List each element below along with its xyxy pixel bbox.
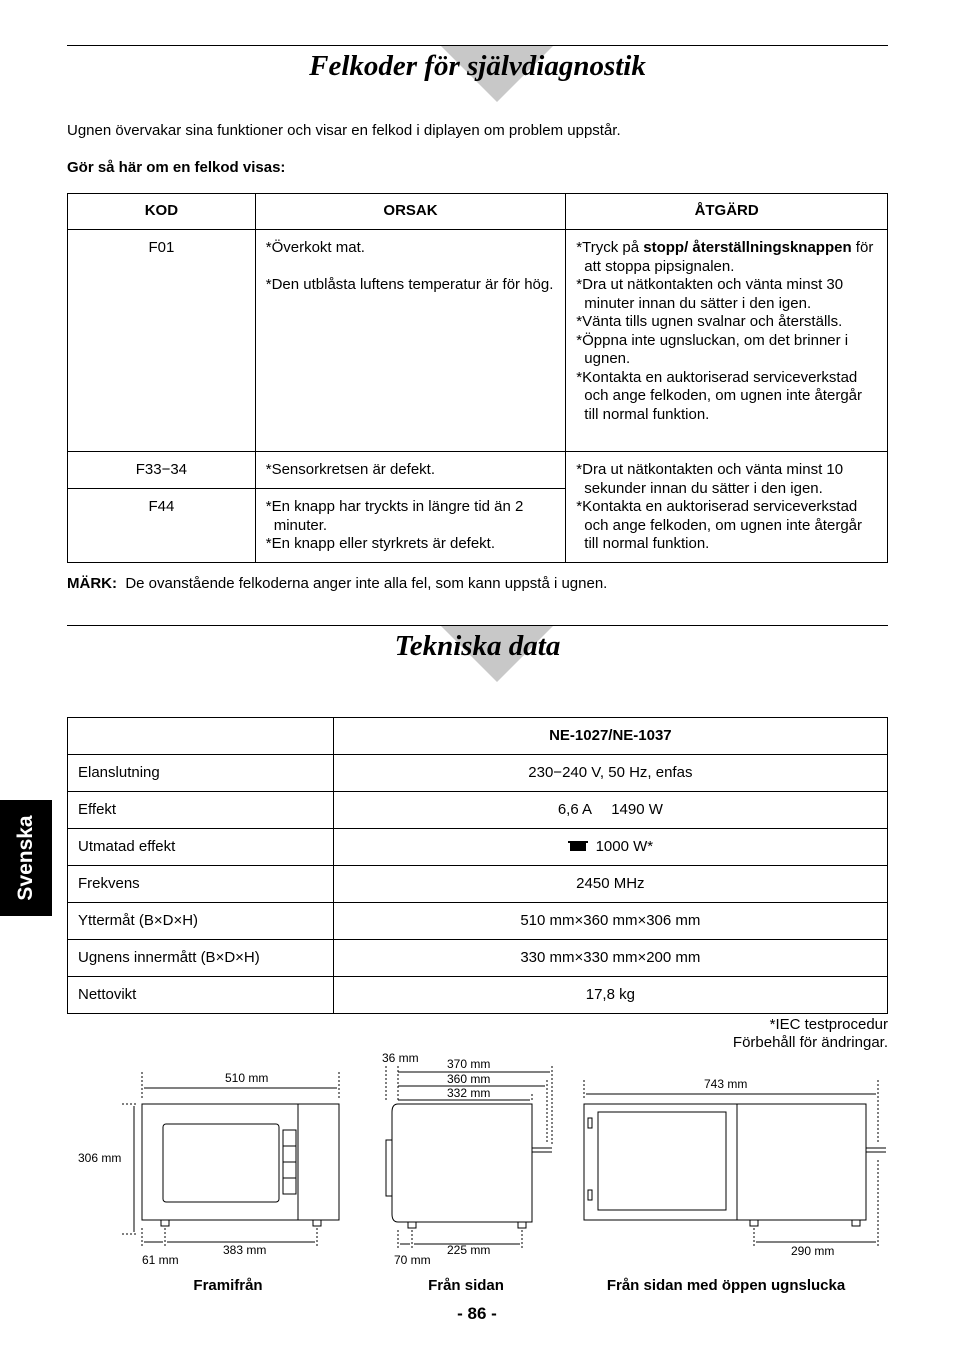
code-cell: F44 — [68, 489, 256, 563]
open-door-view-drawing — [584, 1080, 886, 1248]
spec-value: 1000 W* — [595, 837, 654, 855]
caption-side: Från sidan — [428, 1277, 504, 1294]
footnote-changes: Förbehåll för ändringar. — [732, 1034, 888, 1051]
note — [67, 575, 607, 592]
model-header: NE-1027/NE-1037 — [333, 718, 887, 755]
spec-label: Utmatad effekt — [68, 829, 334, 866]
language-side-tab — [0, 800, 52, 916]
action-text — [576, 239, 877, 276]
table-row — [68, 940, 888, 977]
table-row — [68, 792, 888, 829]
table-header-row — [68, 194, 888, 230]
table-row — [68, 977, 888, 1014]
spec-label: Nettovikt — [68, 977, 334, 1014]
action-text: *Vänta tills ugnen svalnar och återställs. — [576, 313, 843, 330]
open-depth-label: 290 mm — [791, 1244, 835, 1258]
code-cell: F01 — [68, 230, 256, 452]
side-d2-label: 370 mm — [447, 1057, 491, 1071]
table-row — [68, 829, 888, 866]
header-kod: KOD — [68, 194, 256, 230]
side-d3-label: 360 mm — [447, 1072, 491, 1086]
header-atgard: ÅTGÄRD — [566, 194, 888, 230]
action-text: *Öppna inte ugnsluckan, om det brinner i ugnen. — [576, 331, 849, 367]
side-d6-label: 70 mm — [394, 1253, 431, 1267]
side-d5-label: 225 mm — [447, 1243, 491, 1257]
table-row — [68, 866, 888, 903]
technical-data-table — [67, 717, 888, 1014]
action-cell — [566, 230, 888, 452]
table-row — [68, 755, 888, 792]
table-row — [68, 903, 888, 940]
microwave-power-icon — [568, 840, 588, 852]
open-width-label: 743 mm — [704, 1077, 748, 1091]
empty-header-cell — [68, 718, 334, 755]
spec-label: Ugnens innermått (B×D×H) — [68, 940, 334, 977]
front-width-label: 510 mm — [225, 1071, 269, 1085]
action-cell — [566, 452, 888, 563]
footnotes — [733, 1016, 888, 1052]
cause-text: *En knapp eller styrkrets är defekt. — [265, 535, 496, 552]
side-d4-label: 332 mm — [447, 1086, 491, 1100]
front-view-drawing — [122, 1072, 339, 1248]
section-title-error-codes: Felkoder för självdiagnostik — [309, 50, 646, 82]
instructions-subheading: Gör så här om en felkod visas: — [67, 159, 286, 176]
spec-value: 17,8 kg — [333, 977, 887, 1014]
spec-label: Yttermåt (B×D×H) — [68, 903, 334, 940]
cause-text: *Sensorkretsen är defekt. — [265, 461, 435, 478]
spec-value: 230−240 V, 50 Hz, enfas — [333, 755, 887, 792]
spec-label: Frekvens — [68, 866, 334, 903]
front-foot-label: 61 mm — [142, 1253, 179, 1267]
spec-value: 2450 MHz — [333, 866, 887, 903]
side-d1-label: 36 mm — [382, 1051, 419, 1065]
spec-value-cell — [333, 829, 887, 866]
error-code-table — [67, 193, 888, 563]
spec-value: 330 mm×330 mm×200 mm — [333, 940, 887, 977]
table-row — [68, 230, 888, 452]
note-label: MÄRK: — [67, 575, 117, 592]
cause-cell — [255, 452, 566, 489]
spec-label: Elanslutning — [68, 755, 334, 792]
code-cell: F33−34 — [68, 452, 256, 489]
action-text: *Kontakta en auktoriserad serviceverkstad och ange felkoden, om ugnen inte återgår till normal funktion. — [576, 368, 862, 423]
cause-text: *En knapp har tryckts in längre tid än 2 minuter. — [265, 498, 524, 534]
note-text: De ovanstående felkoderna anger inte alla fel, som kann uppstå i ugnen. — [125, 575, 608, 592]
table-header-row — [68, 718, 888, 755]
header-orsak: ORSAK — [255, 194, 566, 230]
action-text: *Dra ut nätkontakten och vänta minst 10 sekunder innan du sätter i den igen. — [576, 461, 844, 497]
spec-value: 510 mm×360 mm×306 mm — [333, 903, 887, 940]
stop-reset-button-name: stopp/ återställningsknappen — [643, 239, 852, 256]
caption-open-door: Från sidan med öppen ugnslucka — [606, 1277, 846, 1294]
cause-cell — [255, 230, 566, 452]
footnote-iec: *IEC testprocedur — [769, 1016, 888, 1033]
caption-front: Framifrån — [193, 1277, 263, 1294]
language-label: Svenska — [14, 815, 37, 901]
front-inner-label: 383 mm — [223, 1243, 267, 1257]
section-title-technical-data: Tekniska data — [394, 630, 561, 662]
cause-text: *Överkokt mat. — [265, 239, 365, 256]
spec-value: 6,6 A 1490 W — [333, 792, 887, 829]
action-text-part: för att stoppa pipsignalen. — [584, 239, 874, 275]
action-text: *Dra ut nätkontakten och vänta minst 30 minuter innan du sätter i den igen. — [576, 276, 844, 312]
action-text: *Kontakta en auktoriserad serviceverkstad och ange felkoden, om ugnen inte återgår till normal funktion. — [576, 498, 862, 552]
cause-cell — [255, 489, 566, 563]
cause-text: *Den utblåsta luftens temperatur är för hög. — [265, 275, 554, 293]
spec-label: Effekt — [68, 792, 334, 829]
action-text-part: *Tryck på — [576, 239, 644, 256]
intro-text: Ugnen övervakar sina funktioner och visar en felkod i diplayen om problem uppstår. — [67, 122, 621, 139]
page-number: - 86 - — [457, 1304, 497, 1323]
table-row — [68, 452, 888, 489]
front-height-label: 306 mm — [78, 1151, 122, 1165]
